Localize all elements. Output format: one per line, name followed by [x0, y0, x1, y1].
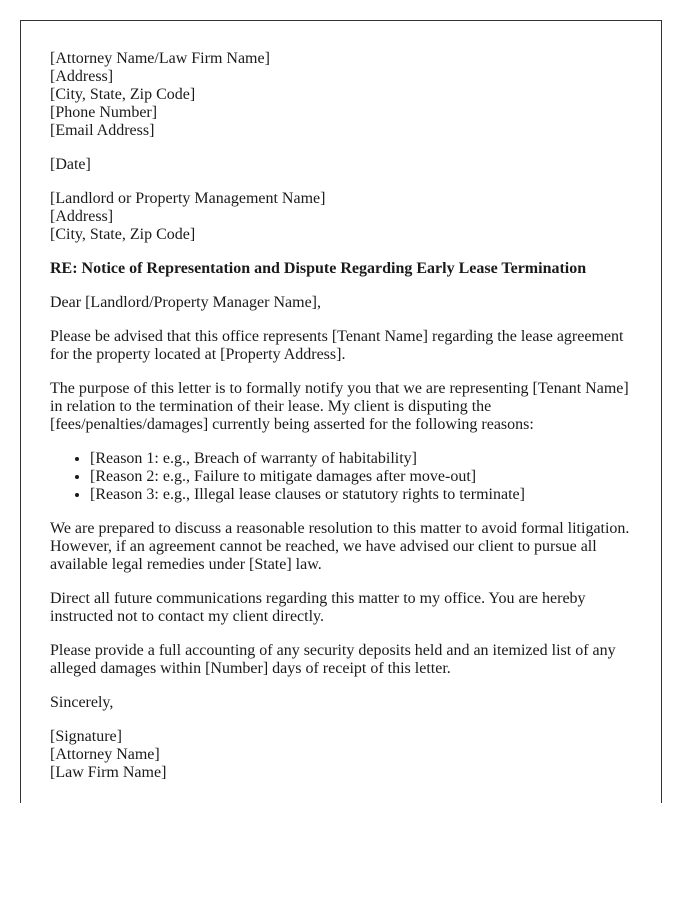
attorney-name: [Attorney Name]: [50, 746, 160, 763]
sender-city-state-zip: [City, State, Zip Code]: [50, 86, 196, 103]
recipient-address: [Address]: [50, 208, 114, 225]
letter-document: [20, 20, 662, 803]
signature: [Signature]: [50, 728, 122, 745]
recipient-city-state-zip: [City, State, Zip Code]: [50, 226, 196, 243]
reasons-list: [50, 450, 632, 504]
reason-item-3: • [Reason 3: e.g., Illegal lease clauses or statutory rights to terminate]: [90, 486, 632, 504]
closing: Sincerely,: [50, 694, 114, 711]
paragraph-resolution: We are prepared to discuss a reasonable resolution to this matter to avoid formal litigation. However, if an agreement cannot be reached, we have advised our client to pursue all available legal remedies under [State] law.: [50, 520, 630, 573]
law-firm-name: [Law Firm Name]: [50, 764, 167, 781]
sender-name: [Attorney Name/Law Firm Name]: [50, 50, 270, 67]
subject-line: RE: Notice of Representation and Dispute Regarding Early Lease Termination: [50, 260, 587, 277]
sender-address: [Address]: [50, 68, 114, 85]
signature-block: [50, 728, 632, 782]
reason-item-2: • [Reason 2: e.g., Failure to mitigate damages after move-out]: [90, 468, 632, 486]
sender-phone: [Phone Number]: [50, 104, 158, 121]
letter-date: [Date]: [50, 156, 91, 173]
reason-item-1: • [Reason 1: e.g., Breach of warranty of habitability]: [90, 450, 632, 468]
sender-email: [Email Address]: [50, 122, 155, 139]
recipient-block: [50, 190, 632, 244]
paragraph-representation: Please be advised that this office represents [Tenant Name] regarding the lease agreement for the property located at [Property Address].: [50, 328, 624, 363]
recipient-name: [Landlord or Property Management Name]: [50, 190, 326, 207]
paragraph-purpose: The purpose of this letter is to formally notify you that we are representing [Tenant Name] in relation to the termination of their lease. My client is disputing the [fees/penalties/damages] currently being asserted for the following reasons:: [50, 380, 629, 433]
paragraph-communications: Direct all future communications regarding this matter to my office. You are hereby instructed not to contact my client directly.: [50, 590, 586, 625]
salutation: Dear [Landlord/Property Manager Name],: [50, 294, 321, 311]
sender-block: [50, 50, 632, 140]
paragraph-accounting: Please provide a full accounting of any security deposits held and an itemized list of any alleged damages within [Number] days of receipt of this letter.: [50, 642, 616, 677]
